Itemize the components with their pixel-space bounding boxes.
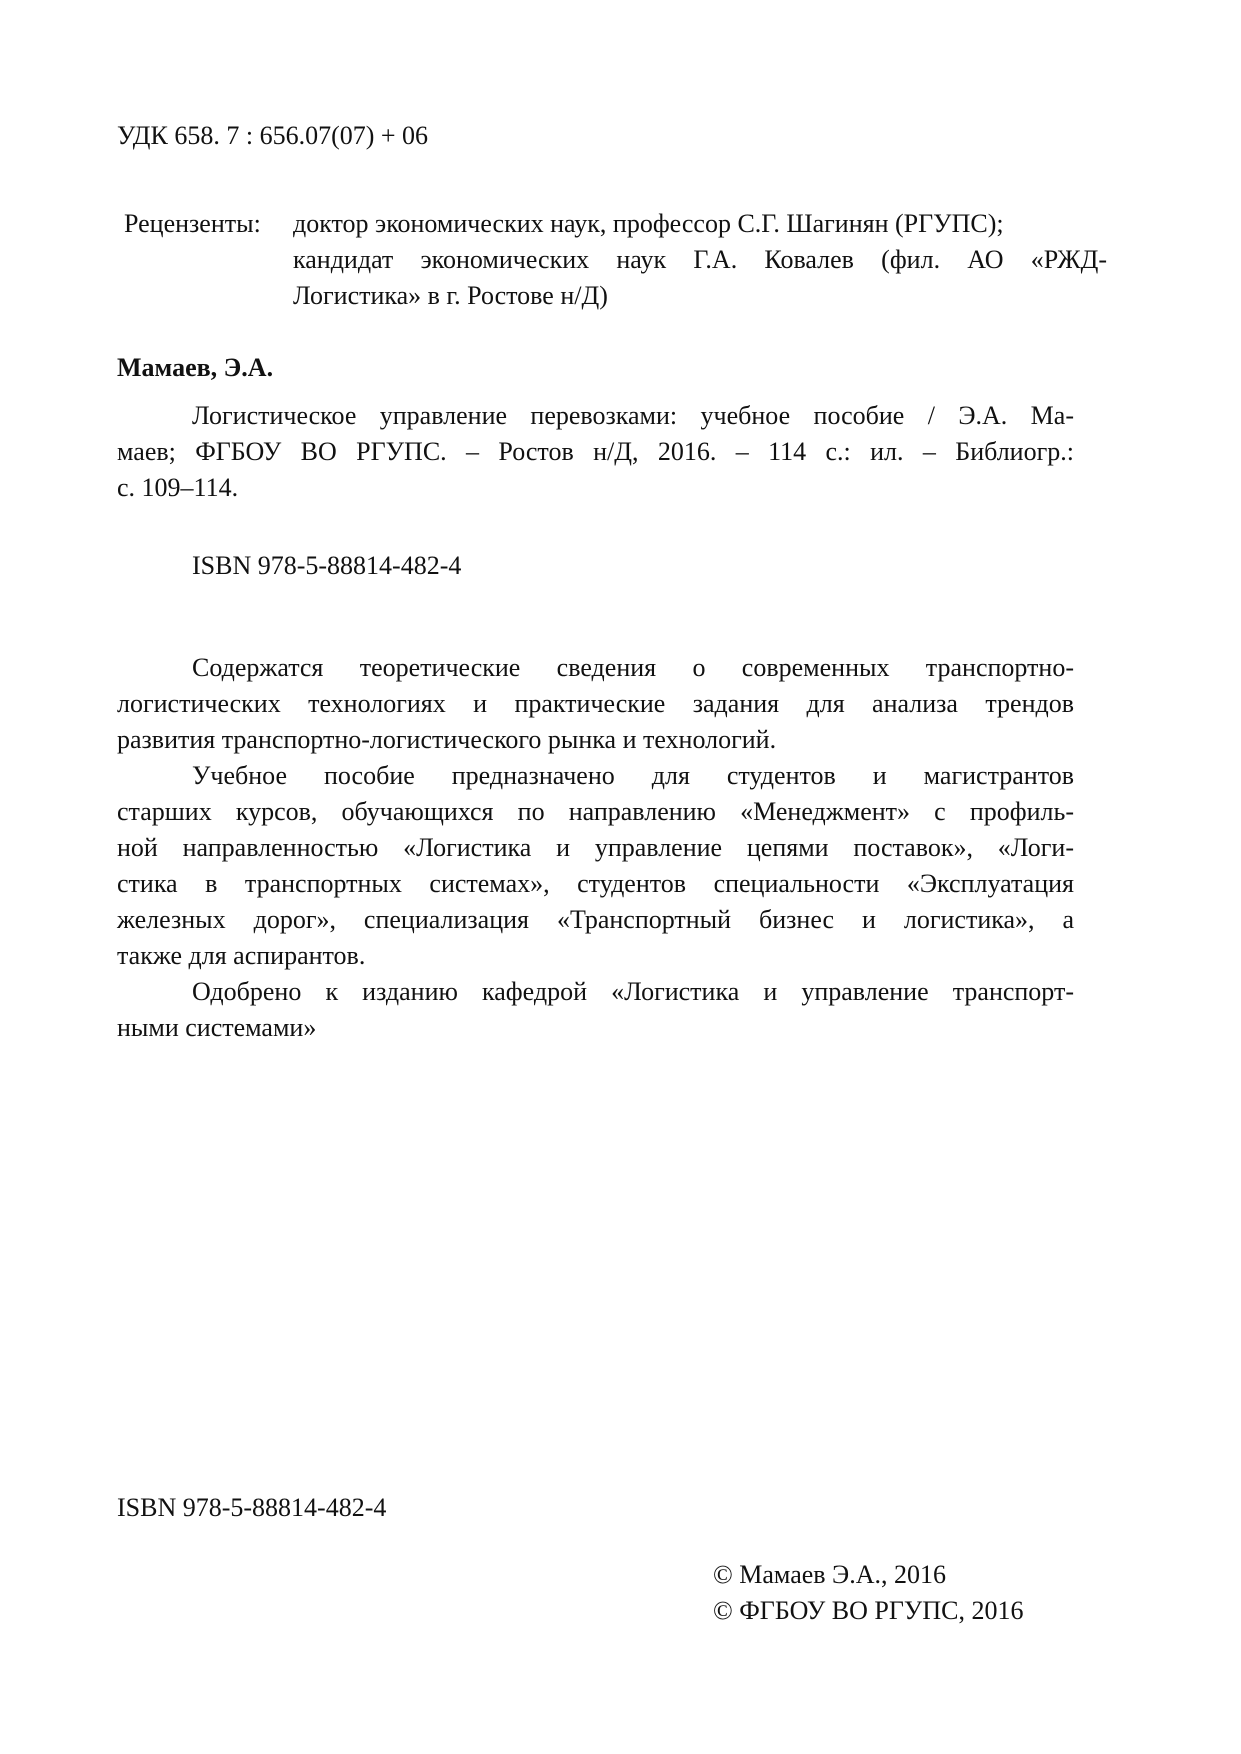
udk-code: УДК 658. 7 : 656.07(07) + 06 — [117, 121, 429, 150]
reviewer-line-1: доктор экономических наук, профессор С.Г. Шагинян (РГУПС); — [293, 209, 1004, 238]
isbn: ISBN 978-5-88814-482-4 — [192, 551, 462, 580]
annotation-p2-line-1: Учебное пособие предназначено для студентов и магистрантов — [192, 761, 1074, 790]
annotation-p3-line-1: Одобрено к изданию кафедрой «Логистика и управление транспорт- — [192, 977, 1074, 1006]
annotation-p2-line-5: железных дорог», специализация «Транспортный бизнес и логистика», а — [117, 905, 1074, 934]
annotation-p1-line-2: логистических технологиях и практические задания для анализа трендов — [117, 689, 1074, 718]
annotation-p2-line-4: стика в транспортных системах», студентов специальности «Эксплуатация — [117, 869, 1074, 898]
biblio-line-3: с. 109–114. — [117, 473, 239, 502]
reviewer-line-3: Логистика» в г. Ростове н/Д) — [293, 281, 608, 310]
copyright-author: © Мамаев Э.А., 2016 — [713, 1560, 946, 1589]
footer-isbn: ISBN 978-5-88814-482-4 — [117, 1493, 387, 1522]
annotation-p3-line-2: ными системами» — [117, 1013, 317, 1042]
reviewer-line-2: кандидат экономических наук Г.А. Ковалев (фил. АО «РЖД- — [293, 245, 1107, 274]
annotation-p2-line-6: также для аспирантов. — [117, 941, 366, 970]
annotation-p2-line-3: ной направленностью «Логистика и управление цепями поставок», «Логи- — [117, 833, 1074, 862]
biblio-line-1: Логистическое управление перевозками: учебное пособие / Э.А. Ма- — [192, 401, 1074, 430]
annotation-p1-line-1: Содержатся теоретические сведения о современных транспортно- — [192, 653, 1074, 682]
reviewers-label: Рецензенты: — [124, 209, 261, 238]
author-heading: Мамаев, Э.А. — [117, 353, 274, 382]
copyright-org: © ФГБОУ ВО РГУПС, 2016 — [713, 1596, 1024, 1625]
annotation-p1-line-3: развития транспортно-логистического рынка и технологий. — [117, 725, 777, 754]
biblio-line-2: маев; ФГБОУ ВО РГУПС. – Ростов н/Д, 2016. – 114 с.: ил. – Библиогр.: — [117, 437, 1074, 466]
annotation-p2-line-2: старших курсов, обучающихся по направлению «Менеджмент» с профиль- — [117, 797, 1074, 826]
